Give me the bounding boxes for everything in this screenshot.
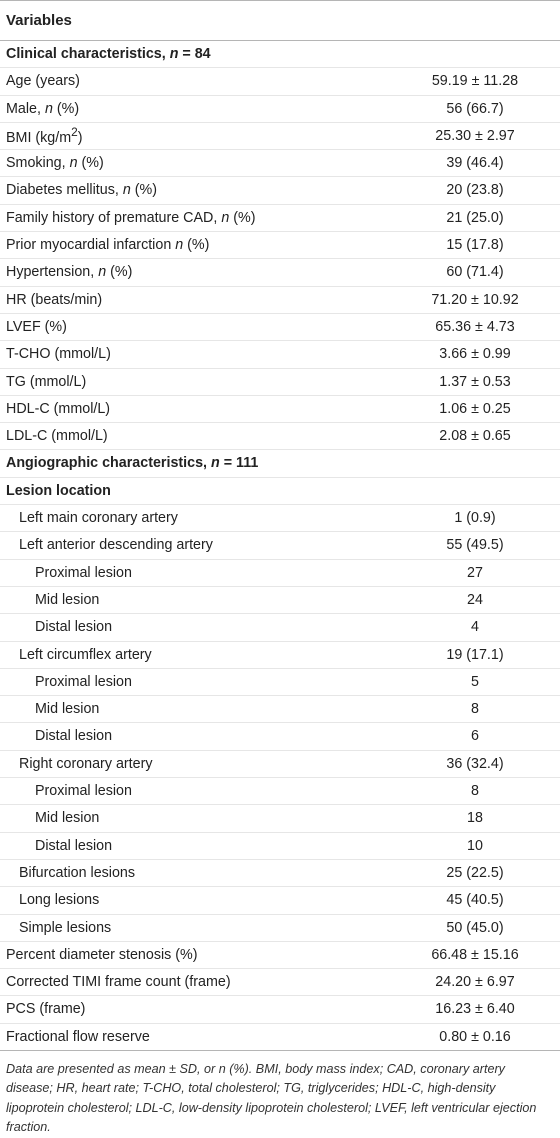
table-row	[0, 559, 560, 586]
row-label: Diabetes mellitus, n (%)	[0, 177, 390, 204]
row-label: Lesion location	[0, 477, 390, 504]
table-row	[0, 996, 560, 1023]
row-label: Long lesions	[0, 887, 390, 914]
table-row	[0, 204, 560, 231]
table-row	[0, 341, 560, 368]
row-label: Distal lesion	[0, 723, 390, 750]
row-label: BMI $(kg/m^2)$	[0, 122, 390, 149]
section-row	[0, 450, 560, 477]
row-label: Age (years)	[0, 68, 390, 95]
table-row	[0, 423, 560, 450]
row-label: Distal lesion	[0, 832, 390, 859]
row-value	[390, 41, 560, 68]
row-label: PCS (frame)	[0, 996, 390, 1023]
row-value: 55 (49.5)	[390, 532, 560, 559]
row-label: Fractional flow reserve	[0, 1023, 390, 1050]
table-row	[0, 805, 560, 832]
table-row	[0, 122, 560, 149]
row-value	[390, 450, 560, 477]
row-value: 4	[390, 614, 560, 641]
row-label: Distal lesion	[0, 614, 390, 641]
row-label: Proximal lesion	[0, 559, 390, 586]
table-row	[0, 941, 560, 968]
row-label: Proximal lesion	[0, 778, 390, 805]
row-label: Corrected TIMI frame count (frame)	[0, 969, 390, 996]
row-label: Bifurcation lesions	[0, 859, 390, 886]
row-label: T-CHO (mmol/L)	[0, 341, 390, 368]
table-row	[0, 586, 560, 613]
row-label: LDL-C (mmol/L)	[0, 423, 390, 450]
table-row	[0, 641, 560, 668]
table-row	[0, 887, 560, 914]
row-label: Right coronary artery	[0, 750, 390, 777]
row-value: 1 (0.9)	[390, 505, 560, 532]
table-row	[0, 395, 560, 422]
row-value: 1.06 ± 0.25	[390, 395, 560, 422]
table-body	[0, 41, 560, 1050]
table-row	[0, 969, 560, 996]
row-label: Left main coronary artery	[0, 505, 390, 532]
row-value: 0.80 ± 0.16	[390, 1023, 560, 1050]
row-label: Left anterior descending artery	[0, 532, 390, 559]
table-row	[0, 696, 560, 723]
row-label: Angiographic characteristics, n = 111	[0, 450, 390, 477]
row-value: 6	[390, 723, 560, 750]
row-label: Mid lesion	[0, 805, 390, 832]
row-label: Mid lesion	[0, 586, 390, 613]
row-value: 24	[390, 586, 560, 613]
section-row	[0, 477, 560, 504]
row-value: 66.48 ± 15.16	[390, 941, 560, 968]
table-row	[0, 750, 560, 777]
row-value: 18	[390, 805, 560, 832]
row-value: 24.20 ± 6.97	[390, 969, 560, 996]
row-label: Percent diameter stenosis (%)	[0, 941, 390, 968]
row-label: HR (beats/min)	[0, 286, 390, 313]
table-row	[0, 1023, 560, 1050]
row-label: Male, n (%)	[0, 95, 390, 122]
table-row	[0, 232, 560, 259]
row-value: 71.20 ± 10.92	[390, 286, 560, 313]
row-value: 1.37 ± 0.53	[390, 368, 560, 395]
row-value: 8	[390, 778, 560, 805]
row-value: 3.66 ± 0.99	[390, 341, 560, 368]
row-label: Prior myocardial infarction n (%)	[0, 232, 390, 259]
row-label: Mid lesion	[0, 696, 390, 723]
row-value: 56 (66.7)	[390, 95, 560, 122]
table-row	[0, 95, 560, 122]
row-label: Simple lesions	[0, 914, 390, 941]
row-value: 15 (17.8)	[390, 232, 560, 259]
row-label: Family history of premature CAD, n (%)	[0, 204, 390, 231]
table-row	[0, 286, 560, 313]
row-label: LVEF (%)	[0, 313, 390, 340]
row-label: Left circumflex artery	[0, 641, 390, 668]
table-row	[0, 668, 560, 695]
row-value: 25 (22.5)	[390, 859, 560, 886]
row-value: 8	[390, 696, 560, 723]
row-value: 25.30 ± 2.97	[390, 122, 560, 149]
row-label: HDL-C (mmol/L)	[0, 395, 390, 422]
table-row	[0, 313, 560, 340]
footnote: Data are presented as mean ± SD, or n (%). BMI, body mass index; CAD, coronary artery disease; HR, heart rate; T-CHO, total cholesterol; TG, triglycerides; HDL-C, high-density lipoprotein cholesterol; LDL-C, low-density lipoprotein cholesterol; LVEF, left ventricular ejection fraction.	[6, 1061, 537, 1135]
row-value	[390, 477, 560, 504]
table-row	[0, 368, 560, 395]
table-row	[0, 723, 560, 750]
row-value: 16.23 ± 6.40	[390, 996, 560, 1023]
row-value: 19 (17.1)	[390, 641, 560, 668]
row-value: 2.08 ± 0.65	[390, 423, 560, 450]
table-row	[0, 68, 560, 95]
table-row	[0, 832, 560, 859]
row-value: 21 (25.0)	[390, 204, 560, 231]
table-row	[0, 505, 560, 532]
row-value: 20 (23.8)	[390, 177, 560, 204]
row-label: TG (mmol/L)	[0, 368, 390, 395]
row-label: Clinical characteristics, n = 84	[0, 41, 390, 68]
row-value: 45 (40.5)	[390, 887, 560, 914]
characteristics-table	[0, 41, 560, 1051]
table-row	[0, 914, 560, 941]
row-label: Hypertension, n (%)	[0, 259, 390, 286]
row-value: 39 (46.4)	[390, 150, 560, 177]
row-value: 60 (71.4)	[390, 259, 560, 286]
row-value: 59.19 ± 11.28	[390, 68, 560, 95]
table-row	[0, 614, 560, 641]
row-value: 5	[390, 668, 560, 695]
row-label: Proximal lesion	[0, 668, 390, 695]
row-label: Smoking, n (%)	[0, 150, 390, 177]
row-value: 36 (32.4)	[390, 750, 560, 777]
row-value: 50 (45.0)	[390, 914, 560, 941]
table-row	[0, 259, 560, 286]
table-row	[0, 859, 560, 886]
table-row	[0, 150, 560, 177]
table-row	[0, 778, 560, 805]
row-value: 27	[390, 559, 560, 586]
table-row	[0, 177, 560, 204]
header-variables: Variables	[0, 1, 560, 41]
row-value: 65.36 ± 4.73	[390, 313, 560, 340]
section-row	[0, 41, 560, 68]
table-row	[0, 532, 560, 559]
row-value: 10	[390, 832, 560, 859]
